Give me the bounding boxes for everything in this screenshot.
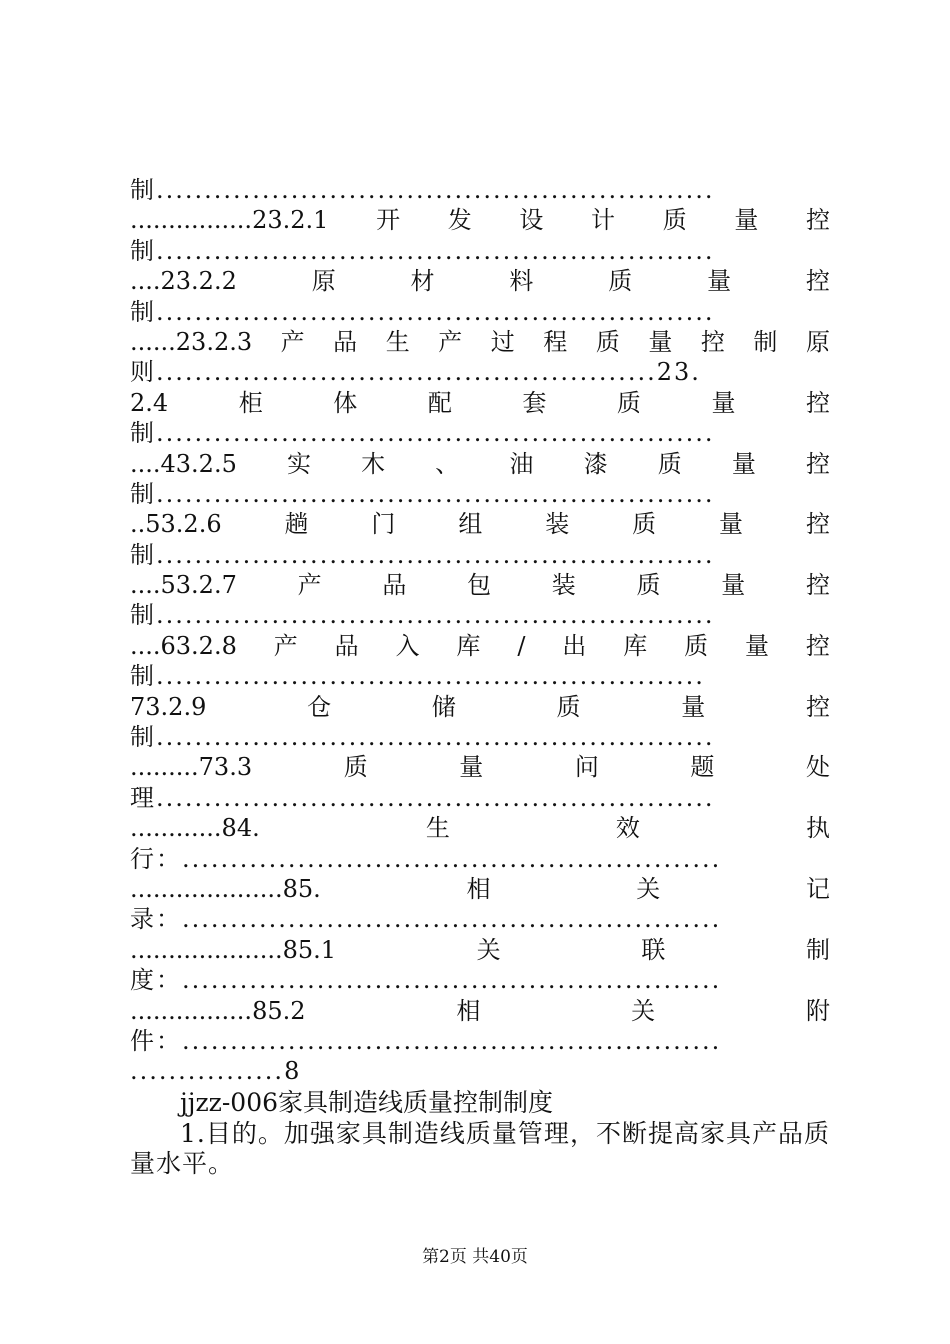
toc-segment: 木 [361, 449, 386, 478]
toc-segment: 库 [623, 631, 648, 660]
toc-segment: 漆 [583, 449, 608, 478]
page-footer: 第2页 共40页 [422, 1247, 528, 1267]
toc-line [130, 1056, 830, 1086]
toc-segment: ....43.2.5 [130, 449, 237, 478]
toc-segment: 油 [509, 449, 534, 478]
toc-line [130, 813, 830, 843]
toc-segment: 控 [805, 449, 830, 478]
toc-segment: 产 [280, 327, 305, 356]
toc-segment: 控 [806, 206, 830, 235]
toc-segment: 关 [636, 874, 661, 903]
toc-segment: 生 [385, 327, 410, 356]
toc-line [130, 904, 830, 934]
toc-segment: ......23.2.3 [130, 327, 253, 356]
toc-segment: 库 [456, 631, 481, 660]
toc-segment: 原 [311, 267, 336, 296]
document-body [130, 1088, 830, 1180]
toc-segment: 品 [333, 327, 358, 356]
toc-segment: 记 [806, 874, 830, 903]
toc-line [130, 388, 830, 418]
toc-segment: 制.......................................................... [130, 236, 715, 265]
toc-segment: 2.4 [130, 388, 169, 417]
toc-segment: 套 [522, 388, 547, 417]
toc-line [130, 661, 830, 691]
toc-segment: 制.......................................................... [130, 479, 715, 508]
toc-segment: 组 [458, 510, 483, 539]
toc-segment: 开 [376, 206, 401, 235]
toc-segment: 量 [459, 753, 484, 782]
toc-segment: 质 [595, 327, 620, 356]
toc-segment: 效 [615, 814, 640, 843]
toc-segment: 原 [805, 327, 830, 356]
toc-segment: 关 [476, 935, 501, 964]
toc-segment: 装 [545, 510, 570, 539]
toc-segment: ....................85.1 [130, 935, 337, 964]
toc-segment: 体 [333, 388, 358, 417]
toc-line [130, 844, 830, 874]
toc-segment: 录：........................................................ [130, 905, 722, 934]
toc-segment: 产 [297, 571, 322, 600]
toc-segment: 度：........................................................ [130, 966, 722, 995]
toc-segment: ................8 [130, 1057, 302, 1086]
toc-segment: 量 [731, 449, 756, 478]
toc-line [130, 631, 830, 661]
toc-segment: 问 [574, 753, 599, 782]
toc-segment: 制......................................................... [130, 662, 705, 691]
toc-line [130, 722, 830, 752]
toc-segment: 控 [700, 327, 725, 356]
toc-line [130, 175, 830, 205]
toc-segment: 过 [490, 327, 515, 356]
toc-line [130, 935, 830, 965]
toc-segment: 制.......................................................... [130, 176, 715, 204]
toc-segment: 相 [456, 996, 481, 1025]
toc-segment: 、 [435, 449, 460, 478]
toc-segment: 品 [382, 571, 407, 600]
table-of-contents [130, 175, 830, 1087]
toc-segment: 出 [562, 631, 587, 660]
toc-segment: 控 [806, 388, 830, 417]
toc-line [130, 449, 830, 479]
purpose-paragraph: 1.目的。加强家具制造线质量管理，不断提高家具产品质量水平。 [130, 1118, 830, 1178]
toc-segment: 控 [805, 267, 830, 296]
toc-line [130, 692, 830, 722]
toc-line [130, 600, 830, 630]
toc-line [130, 509, 830, 539]
toc-segment: 处 [806, 753, 830, 782]
toc-line [130, 205, 830, 235]
toc-segment: ..53.2.6 [130, 510, 222, 539]
toc-segment: 质 [662, 206, 687, 235]
toc-segment: 质 [608, 267, 633, 296]
toc-line [130, 540, 830, 570]
toc-segment: 控 [805, 631, 830, 660]
toc-segment: 量 [719, 510, 744, 539]
toc-segment: 制.......................................................... [130, 540, 715, 569]
toc-segment: 件：........................................................ [130, 1026, 722, 1055]
toc-line [130, 479, 830, 509]
toc-segment: 量 [711, 388, 736, 417]
toc-line [130, 266, 830, 296]
toc-segment: 装 [551, 571, 576, 600]
toc-segment: ................23.2.1 [130, 206, 329, 235]
toc-line [130, 783, 830, 813]
toc-segment: 则....................................................23. [130, 358, 701, 387]
toc-segment: 质 [343, 753, 368, 782]
toc-segment: 制 [805, 935, 830, 964]
toc-segment: 相 [466, 874, 491, 903]
toc-segment: 附 [805, 996, 830, 1025]
toc-segment: 制.......................................................... [130, 419, 715, 448]
toc-segment: 执 [806, 814, 830, 843]
toc-segment: 73.2.9 [130, 692, 207, 721]
toc-segment: 题 [690, 753, 715, 782]
toc-line [130, 965, 830, 995]
toc-line [130, 418, 830, 448]
toc-segment: 柜 [238, 388, 263, 417]
toc-segment: 行：........................................................ [130, 844, 722, 873]
toc-segment: 门 [371, 510, 396, 539]
toc-segment: 包 [467, 571, 492, 600]
toc-segment: 理.......................................................... [130, 783, 715, 812]
toc-segment: 产 [438, 327, 463, 356]
toc-segment: 入 [395, 631, 420, 660]
toc-segment: 产 [273, 631, 298, 660]
toc-segment: 量 [734, 206, 759, 235]
toc-segment: 联 [641, 935, 666, 964]
toc-segment: 量 [707, 267, 732, 296]
toc-segment: 制.......................................................... [130, 601, 715, 630]
toc-segment: 储 [431, 692, 456, 721]
toc-segment: ....53.2.7 [130, 571, 237, 600]
toc-segment: / [517, 631, 526, 660]
toc-line [130, 1026, 830, 1056]
toc-segment: 质 [636, 571, 661, 600]
toc-line [130, 236, 830, 266]
toc-segment: 质 [616, 388, 641, 417]
toc-segment: 发 [447, 206, 472, 235]
toc-segment: 质 [684, 631, 709, 660]
toc-segment: 量 [648, 327, 673, 356]
toc-line [130, 570, 830, 600]
toc-segment: 量 [721, 571, 746, 600]
toc-segment: 品 [334, 631, 359, 660]
toc-segment: 控 [805, 510, 830, 539]
toc-segment: 关 [631, 996, 656, 1025]
toc-segment: ................85.2 [130, 996, 306, 1025]
toc-segment: ............84. [130, 814, 260, 843]
toc-segment: 程 [543, 327, 568, 356]
toc-segment: 制.......................................................... [130, 723, 715, 752]
toc-line [130, 357, 830, 387]
toc-segment: 质 [556, 692, 581, 721]
toc-segment: 料 [509, 267, 534, 296]
document-title: jjzz-006家具制造线质量控制制度 [180, 1088, 554, 1117]
toc-segment: 实 [287, 449, 311, 478]
toc-line [130, 297, 830, 327]
toc-segment: ....................85. [130, 874, 321, 903]
toc-segment: .........73.3 [130, 753, 253, 782]
toc-line [130, 752, 830, 782]
toc-segment: ....23.2.2 [130, 267, 237, 296]
toc-segment: 制 [753, 327, 778, 356]
toc-segment: 趟 [284, 510, 309, 539]
toc-segment: 质 [632, 510, 657, 539]
toc-segment: 控 [806, 571, 830, 600]
toc-segment: 仓 [307, 692, 332, 721]
toc-line [130, 874, 830, 904]
toc-segment: 制.......................................................... [130, 297, 715, 326]
toc-segment: 生 [425, 814, 450, 843]
toc-segment: 控 [805, 692, 830, 721]
toc-segment: 设 [519, 206, 544, 235]
toc-segment: 配 [427, 388, 452, 417]
toc-segment: 量 [744, 631, 769, 660]
toc-segment: 质 [657, 449, 682, 478]
toc-segment: 材 [410, 267, 435, 296]
toc-segment: 计 [591, 206, 616, 235]
toc-segment: ....63.2.8 [130, 631, 237, 660]
toc-line [130, 996, 830, 1026]
toc-segment: 量 [681, 692, 706, 721]
toc-line [130, 327, 830, 357]
